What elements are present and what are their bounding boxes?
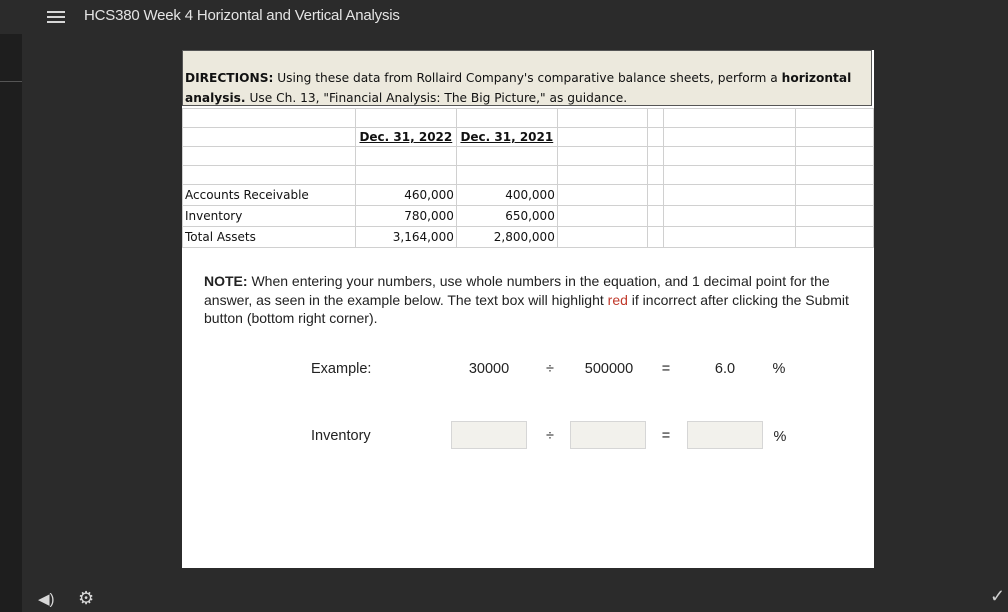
result-input[interactable] xyxy=(687,421,763,449)
note-text-2: if incorrect after clicking the Submit button (bottom right corner). xyxy=(204,291,849,326)
example-divide-sign: ÷ xyxy=(546,361,554,377)
directions-lead: DIRECTIONS: xyxy=(185,71,274,85)
value-2021: 2,800,000 xyxy=(456,227,557,248)
inventory-label: Inventory xyxy=(311,428,371,444)
table-header-row xyxy=(183,128,874,147)
table-row-blank xyxy=(183,166,874,185)
table-row-blank xyxy=(183,109,874,128)
example-equals-sign: = xyxy=(661,361,671,377)
note-lead: NOTE: xyxy=(204,273,248,289)
row-label: Total Assets xyxy=(183,227,356,248)
speaker-icon[interactable]: ◀) xyxy=(38,591,55,608)
value-2021: 400,000 xyxy=(456,185,557,206)
entry-divide-sign: ÷ xyxy=(546,428,554,444)
directions-box xyxy=(182,50,872,106)
directions-text-2: Use Ch. 13, "Financial Analysis: The Big Picture," as guidance. xyxy=(245,91,628,105)
value-2022: 460,000 xyxy=(355,185,456,206)
checkmark-icon[interactable]: ✓ xyxy=(990,586,1006,606)
numerator-input[interactable] xyxy=(451,421,527,449)
table-row xyxy=(183,227,874,248)
table-row xyxy=(183,185,874,206)
note-text xyxy=(204,272,854,328)
table-row xyxy=(183,206,874,227)
example-label: Example: xyxy=(311,361,372,377)
table-row-blank xyxy=(183,147,874,166)
balance-sheet-table xyxy=(182,108,874,248)
note-text-1: When entering your numbers, use whole numbers in the equation, and 1 decimal point for the answer, as seen in the example below. The text box will highlight xyxy=(204,273,830,308)
header-dec-2022: Dec. 31, 2022 xyxy=(355,128,456,147)
note-red-word: red xyxy=(607,291,628,308)
example-percent-sign: % xyxy=(772,361,786,377)
entry-equals-sign: = xyxy=(661,428,671,444)
inventory-entry-row xyxy=(182,421,874,451)
example-denominator: 500000 xyxy=(584,361,634,377)
denominator-input[interactable] xyxy=(570,421,646,449)
example-row xyxy=(182,355,874,385)
row-label: Accounts Receivable xyxy=(183,185,356,206)
value-2022: 3,164,000 xyxy=(355,227,456,248)
app-title: HCS380 Week 4 Horizontal and Vertical Analysis xyxy=(84,7,400,24)
directions-bold-horizontal: horizontal analysis. xyxy=(185,71,852,105)
value-2022: 780,000 xyxy=(355,206,456,227)
entry-percent-sign: % xyxy=(773,429,787,445)
left-sidebar-strip xyxy=(0,34,22,612)
header-dec-2021: Dec. 31, 2021 xyxy=(456,128,557,147)
slide-content xyxy=(182,50,874,568)
top-bar xyxy=(0,0,1008,34)
example-numerator: 30000 xyxy=(468,361,510,377)
hamburger-menu-icon[interactable] xyxy=(47,11,65,23)
value-2021: 650,000 xyxy=(456,206,557,227)
directions-text-1: Using these data from Rollaird Company's comparative balance sheets, perform a xyxy=(273,71,782,85)
row-label: Inventory xyxy=(183,206,356,227)
gear-icon[interactable]: ⚙ xyxy=(78,588,95,608)
example-result: 6.0 xyxy=(714,361,736,377)
